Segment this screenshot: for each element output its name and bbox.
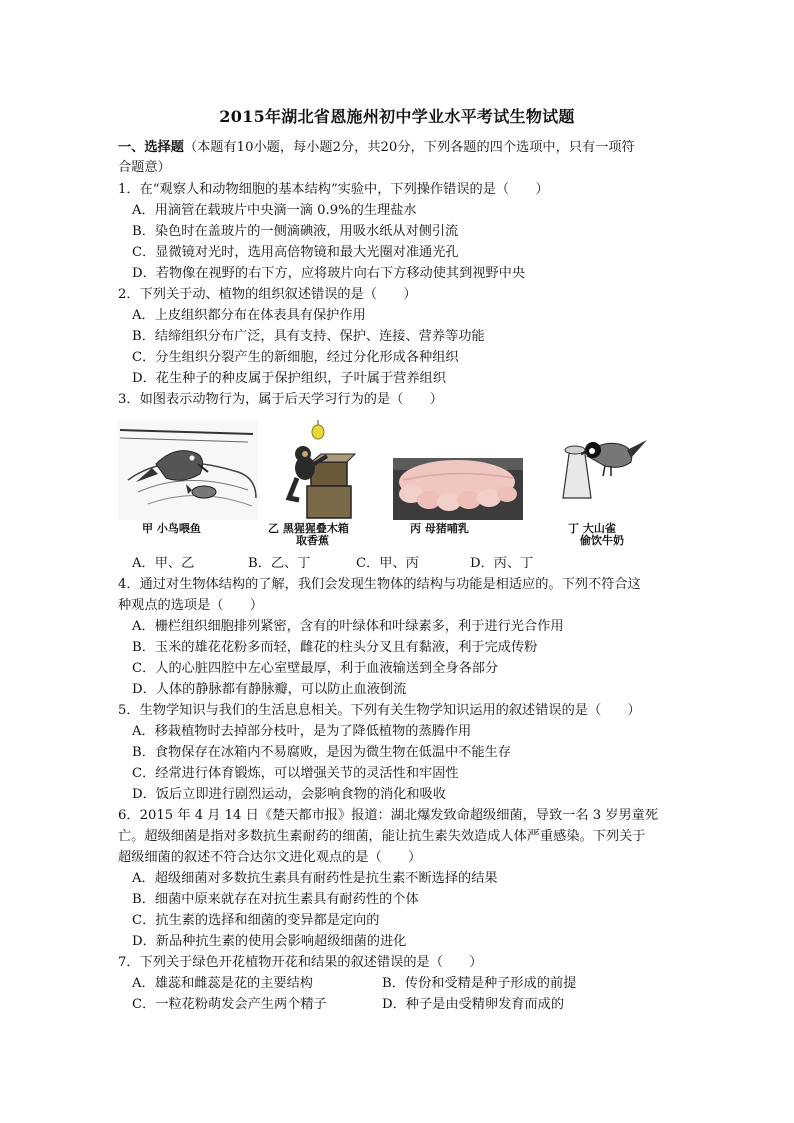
caption-ding-line2: 偷饮牛奶 (580, 534, 624, 547)
section-intro (118, 138, 635, 158)
great-tit-milk-illustration (543, 420, 653, 520)
question-6-stem-cont1: 亡。超级细菌是指对多数抗生素耐药的细菌，能让抗生素失效造成人体严重感染。下列关于 (118, 829, 646, 844)
question-1-stem: 1．在“观察人和动物细胞的基本结构”实验中，下列操作错误的是（ ） (118, 182, 549, 197)
question-3-option-b: B．乙、丁 (248, 556, 311, 571)
question-2-option-d: D．花生种子的种皮属于保护组织，子叶属于营养组织 (132, 371, 446, 386)
question-4-option-d: D．人体的静脉都有静脉瓣，可以防止血液倒流 (132, 682, 407, 697)
caption-jia: 甲 小鸟喂鱼 (142, 522, 201, 535)
question-2-option-b: B．结缔组织分布广泛，具有支持、保护、连接、营养等功能 (132, 329, 485, 344)
question-1-option-c: C．显微镜对光时，选用高倍物镜和最大光圈对准通光孔 (132, 245, 459, 260)
chimpanzee-boxes-illustration (273, 420, 368, 520)
section-intro-cont: 合题意） (118, 160, 171, 175)
question-7-stem: 7．下列关于绿色开花植物开花和结果的叙述错误的是（ ） (118, 955, 483, 970)
question-3-option-d: D．丙、丁 (470, 556, 534, 571)
question-7-option-d: D．种子是由受精卵发育而成的 (382, 997, 565, 1012)
question-1-option-a: A．用滴管在载玻片中央滴一滴 0.9%的生理盐水 (132, 203, 417, 218)
question-1-option-d: D．若物像在视野的右下方，应将玻片向右下方移动使其到视野中央 (132, 266, 526, 281)
question-7-option-b: B．传份和受精是种子形成的前提 (382, 976, 577, 991)
section-heading: 一、选择题 (118, 140, 184, 155)
page-title: 2015年湖北省恩施州初中学业水平考试生物试题 (219, 107, 575, 126)
section-intro-text: （本题有10小题，每小题2分，共20分，下列各题的四个选项中，只有一项符 (183, 140, 635, 155)
question-3-figures (118, 420, 678, 548)
caption-yi-line2: 取香蕉 (296, 534, 329, 547)
question-6-option-b: B．细菌中原来就存在对抗生素具有耐药性的个体 (132, 892, 419, 907)
question-6-option-c: C．抗生素的选择和细菌的变异都是定向的 (132, 913, 380, 928)
question-5-stem: 5．生物学知识与我们的生活息息相关。下列有关生物学知识运用的叙述错误的是（ ） (118, 703, 641, 718)
question-5-option-b: B．食物保存在冰箱内不易腐败，是因为微生物在低温中不能生存 (132, 745, 511, 760)
caption-bing: 丙 母猪哺乳 (410, 522, 469, 535)
question-6-stem-cont2: 超级细菌的叙述不符合达尔文进化观点的是（ ） (118, 850, 422, 865)
question-6-stem: 6．2015 年 4 月 14 日《楚天都市报》报道：湖北爆发致命超级细菌，导致一名 3 岁男童死 (118, 808, 659, 823)
question-3-option-c: C．甲、丙 (356, 556, 419, 571)
question-3-option-a: A．甲、乙 (132, 556, 195, 571)
caption-ding-line1: 丁 大山雀 (568, 522, 616, 535)
question-5-option-d: D．饭后立即进行剧烈运动，会影响食物的消化和吸收 (132, 787, 446, 802)
question-6-option-d: D．新品种抗生素的使用会影响超级细菌的进化 (132, 934, 407, 949)
question-5-option-c: C．经常进行体育锻炼，可以增强关节的灵活性和牢固性 (132, 766, 459, 781)
question-7-option-c: C．一粒花粉萌发会产生两个精子 (132, 997, 327, 1012)
question-2-stem: 2．下列关于动、植物的组织叙述错误的是（ ） (118, 287, 417, 302)
bird-feeding-fish-illustration (118, 420, 258, 520)
question-4-option-b: B．玉米的雄花花粉多而轻，雌花的柱头分叉且有黏液，利于完成传粉 (132, 640, 538, 655)
question-7-option-a: A．雄蕊和雌蕊是花的主要结构 (132, 976, 313, 991)
question-5-option-a: A．移栽植物时去掉部分枝叶，是为了降低植物的蒸腾作用 (132, 724, 472, 739)
question-2-option-a: A．上皮组织都分布在体表具有保护作用 (132, 308, 366, 323)
question-2-option-c: C．分生组织分裂产生的新细胞，经过分化形成各种组织 (132, 350, 459, 365)
question-4-option-c: C．人的心脏四腔中左心室壁最厚，利于血液输送到全身各部分 (132, 661, 499, 676)
caption-yi-line1: 乙 黑猩猩叠木箱 (268, 522, 349, 535)
question-4-stem: 4．通过对生物体结构的了解，我们会发现生物体的结构与功能是相适应的。下列不符合这 (118, 577, 641, 592)
question-3-stem: 3．如图表示动物行为，属于后天学习行为的是（ ） (118, 392, 443, 407)
question-4-stem-cont: 种观点的选项是（ ） (118, 598, 264, 613)
question-6-option-a: A．超级细菌对多数抗生素具有耐药性是抗生素不断选择的结果 (132, 871, 498, 886)
sow-nursing-photo (393, 420, 523, 520)
question-1-option-b: B．染色时在盖玻片的一侧滴碘液，用吸水纸从对侧引流 (132, 224, 459, 239)
question-4-option-a: A．栅栏组织细胞排列紧密，含有的叶绿体和叶绿素多，利于进行光合作用 (132, 619, 564, 634)
